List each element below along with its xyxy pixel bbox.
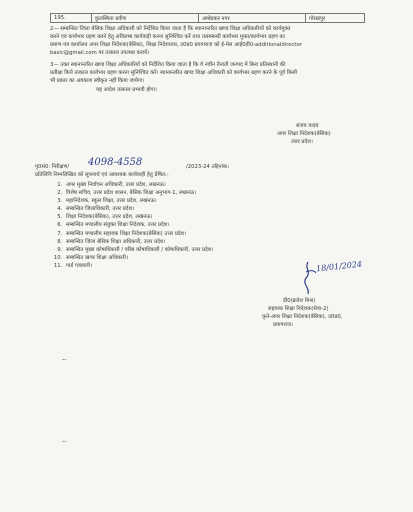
handwritten-date: 18/01/2024 bbox=[315, 259, 363, 274]
table-row bbox=[51, 14, 365, 23]
list-item: 11. गार्ड पत्रावली। bbox=[64, 262, 213, 270]
list-item: 3. महानिदेशक, स्कूल शिक्षा, उत्तर प्रदेश, लखनऊ। bbox=[64, 197, 213, 205]
reference-number-handwritten: 4098-4558 bbox=[88, 157, 143, 168]
para-order-effective: यह आदेश तत्काल प्रभावी होगा। bbox=[96, 87, 157, 93]
para3-line2: प्रतीक्षा किये तत्काल कार्यभार ग्रहण करना सुनिश्चित करें। स्थानान्तरित खण्ड शिक्षा अधिकारी को कार्यभार ग्रहण करने के पूर्व किसी bbox=[50, 70, 298, 76]
list-item: 6. सम्बन्धित मण्डलीय संयुक्त शिक्षा निदेशक, उत्तर प्रदेश। bbox=[64, 221, 213, 229]
signatory-state: उत्तर प्रदेश। bbox=[291, 139, 313, 145]
table-cell-district: गोरखपुर bbox=[306, 14, 365, 23]
bottom-sign-office: कृते-अपर शिक्षा निदेशक(बेसिक), उ0प्र0, bbox=[262, 314, 343, 320]
para2-line3: प्रमाण-पत्र कार्यालय अपर शिक्षा निदेशक(बेसिक), शिक्षा निदेशालय, उ0प्र0 प्रयागराज को ई-मेल आई0डी0-additionaldirector bbox=[50, 42, 302, 48]
list-item: 8. सम्बन्धित जिला बेसिक शिक्षा अधिकारी, उत्तर प्रदेश। bbox=[64, 238, 213, 246]
signatory-title: अपर शिक्षा निदेशक(बेसिक) bbox=[277, 131, 331, 137]
bottom-sign-place: प्रयागराज। bbox=[273, 322, 293, 328]
list-item: 9. सम्बन्धित मुख्य कोषाधिकारी / वरिष्ठ कोषाधिकारी / कोषाधिकारी, उत्तर प्रदेश। bbox=[64, 246, 213, 254]
signatory-name: संजय यादव bbox=[296, 123, 319, 129]
para3-line1: 3— उक्त स्थानान्तरित खण्ड शिक्षा अधिकारियों को निर्देशित किया जाता है कि वे नवीन तैनाती जनपद में बिना प्रतिस्थानी की bbox=[50, 62, 286, 68]
recipient-list bbox=[48, 181, 213, 270]
reference-year: /2023-24 तद्दिनांक। bbox=[186, 164, 229, 170]
para2-line2: करने एवं कार्यभार ग्रहण करने हेतु अविलम्ब कार्यवाही करना सुनिश्चित करें तथा तत्सम्बन्धी कार्यभार मुक्त/कार्यभार ग्रहण का bbox=[50, 34, 285, 40]
table-cell-serial: 195. bbox=[51, 14, 92, 23]
table-cell-designation: अम्बेडकर नगर bbox=[199, 14, 306, 23]
para2-line1: 2— सम्बन्धित जिला बेसिक शिक्षा अधिकारी को निर्देशित किया जाता है कि स्थानान्तरित खण्ड शिक्षा अधिकारियों को कार्यमुक्त bbox=[50, 26, 291, 32]
copy-to-line: प्रतिलिपि निम्नलिखित को सूचनार्थ एवं आवश्यक कार्यवाही हेतु प्रेषित:- bbox=[35, 172, 169, 178]
list-item: 1. अपर मुख्य निर्वाचन अधिकारी, उत्तर प्रदेश, लखनऊ। bbox=[64, 181, 213, 189]
para2-line4: basic@gmail.com पर तत्काल उपलब्ध करायें। bbox=[50, 50, 150, 56]
transfer-table bbox=[50, 13, 365, 23]
para3-line3: भी प्रकार का अवकाश स्वीकृत नहीं किया जायेगा। bbox=[50, 78, 145, 84]
bottom-sign-title: सहायक शिक्षा निदेशक(सेवा-2) bbox=[268, 306, 329, 312]
table-cell-name: कुलस्मिता प्रवीण bbox=[92, 14, 199, 23]
margin-mark: -- bbox=[62, 438, 67, 445]
list-item: 4. सम्बन्धित जिलाधिकारी, उत्तर प्रदेश। bbox=[64, 205, 213, 213]
list-item: 10. सम्बन्धित खण्ड शिक्षा अधिकारी। bbox=[64, 254, 213, 262]
list-item: 2. विशेष सचिव, उत्तर प्रदेश शासन, बेसिक शिक्षा अनुभाग-1, लखनऊ। bbox=[64, 189, 213, 197]
list-item: 7. सम्बन्धित मण्डलीय सहायक शिक्षा निदेशक(बेसिक) उत्तर प्रदेश। bbox=[64, 230, 213, 238]
margin-mark: -- bbox=[62, 356, 67, 363]
bottom-sign-name: डी0(ब्रजेश मिश्र) bbox=[283, 298, 316, 304]
reference-prefix: पृ0सं0: निरीक्षण/ bbox=[35, 164, 70, 170]
list-item: 5. शिक्षा निदेशक(बेसिक), उत्तर प्रदेश, लखनऊ। bbox=[64, 213, 213, 221]
